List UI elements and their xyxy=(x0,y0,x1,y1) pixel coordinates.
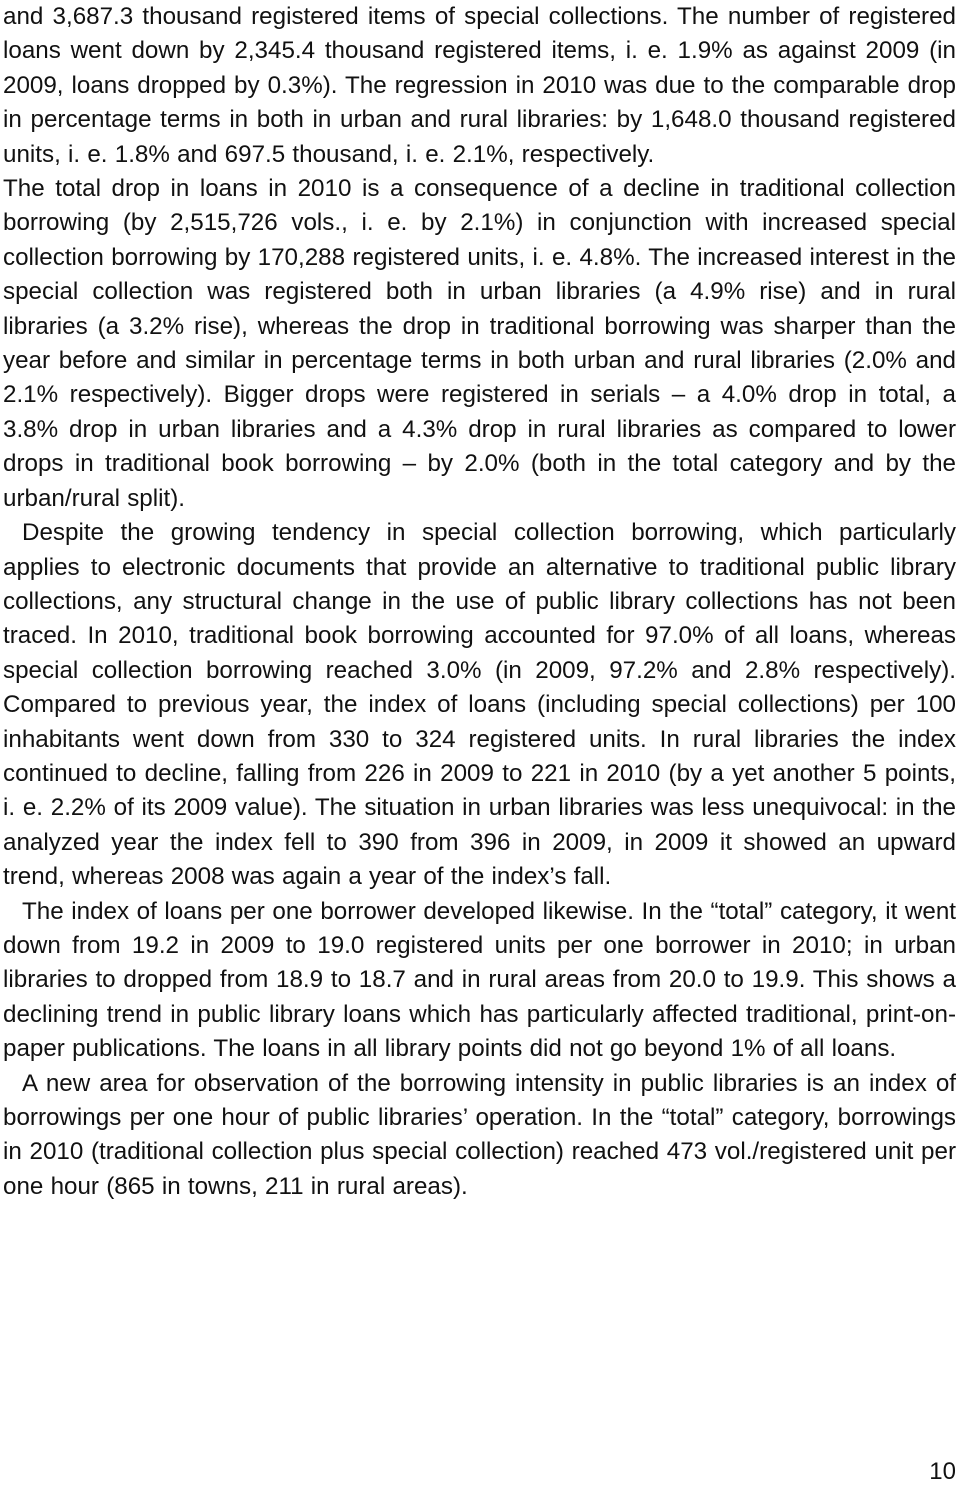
paragraph-loans-summary: and 3,687.3 thousand registered items of special collections. The number of registered loans went down by 2,345.4 thousand registered items, i. e. 1.9% as against 2009 (in 2009, loans dropped by 0.3%). The regression in 2010 was due to the comparable drop in percentage terms in both in urban and rural libraries: by 1,648.0 thousand registered units, i. e. 1.8% and 697.5 thousand, i. e. 2.1%, respectively. xyxy=(3,3,956,168)
page-number: 10 xyxy=(929,1458,956,1485)
document-page xyxy=(3,0,956,1204)
paragraph-loans-per-borrower: The index of loans per one borrower developed likewise. In the “total” category, it went down from 19.2 in 2009 to 19.0 registered units per one borrower in 2010; in urban libraries to dropped from 18.9 to 18.7 and in rural areas from 20.0 to 19.9. This shows a declining trend in public library loans which has particularly affected traditional, print-on-paper publications. The loans in all library points did not go beyond 1% of all loans. xyxy=(3,897,956,1063)
paragraph-special-collection-trend: Despite the growing tendency in special collection borrowing, which particularly applies to electronic documents that provide an alternative to traditional public library collections, any structural change in the use of public library collections has not been traced. In 2010, traditional book borrowing accounted for 97.0% of all loans, whereas special collection borrowing reached 3.0% (in 2009, 97.2% and 2.8% respectively). Compared to previous year, the index of loans (including special collections) per 100 inhabitants went down from 330 to 324 registered units. In rural libraries the index continued to decline, falling from 226 in 2009 to 221 in 2010 (by a yet another 5 points, i. e. 2.2% of its 2009 value). The situation in urban libraries was less unequivocal: in the analyzed year the index fell to 390 from 396 in 2009, in 2009 it showed an upward trend, whereas 2008 was again a year of the index’s fall. xyxy=(3,519,956,891)
paragraph-borrowings-per-hour: A new area for observation of the borrowing intensity in public libraries is an index of borrowings per one hour of public libraries’ operation. In the “total” category, borrowings in 2010 (traditional collection plus special collection) reached 473 vol./registered unit per one hour (865 in towns, 211 in rural areas). xyxy=(3,1069,956,1200)
paragraph-total-drop: The total drop in loans in 2010 is a consequence of a decline in traditional collection borrowing (by 2,515,726 vols., i. e. by 2.1%) in conjunction with increased special collection borrowing by 170,288 registered units, i. e. 4.8%. The increased interest in the special collection was registered both in urban libraries (a 4.9% rise) and in rural libraries (a 3.2% rise), whereas the drop in traditional borrowing was sharper than the year before and similar in percentage terms in both urban and rural libraries (2.0% and 2.1% respectively). Bigger drops were registered in serials – a 4.0% drop in total, a 3.8% drop in urban libraries and a 4.3% drop in rural libraries as compared to lower drops in traditional book borrowing – by 2.0% (both in the total category and by the urban/rural split). xyxy=(3,175,956,512)
